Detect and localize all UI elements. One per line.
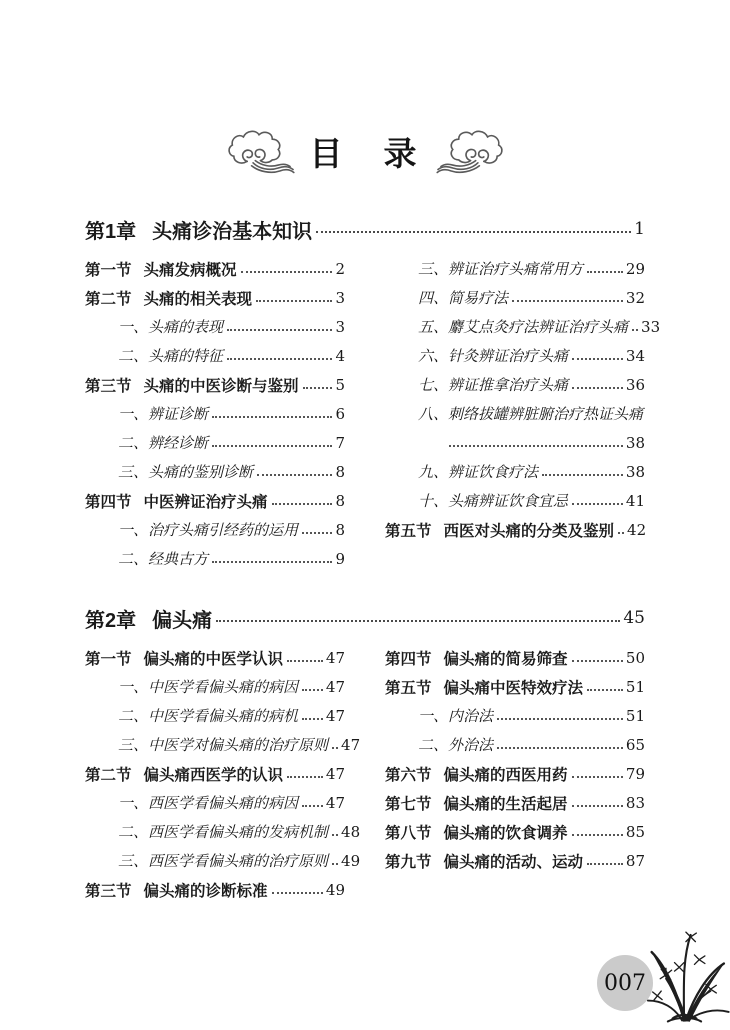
entry-page: 29 — [625, 259, 645, 278]
entry-label: 二、 — [418, 736, 449, 754]
entry-title: 西医对头痛的分类及鉴别 — [443, 522, 615, 540]
entry-title: 经典古方 — [148, 550, 209, 568]
toc-column-left — [85, 643, 361, 904]
entry-page: 47 — [325, 706, 345, 725]
entry-title: 西医学看偏头痛的治疗原则 — [148, 852, 329, 870]
page-title: 目 录 — [309, 134, 421, 172]
entry-title: 辨经诊断 — [148, 434, 209, 452]
entry-label: 第四节 — [385, 650, 432, 668]
entry-title: 偏头痛的中医学认识 — [143, 650, 284, 668]
toc-entry — [85, 428, 345, 457]
toc-entry — [85, 457, 345, 486]
entry-page: 41 — [625, 491, 645, 510]
dot-leader — [512, 300, 623, 302]
dot-leader — [303, 387, 333, 389]
dot-leader — [272, 503, 333, 505]
toc-entry — [85, 283, 345, 312]
entry-page: 6 — [335, 404, 345, 423]
entry-page: 36 — [625, 375, 645, 394]
dot-leader — [572, 387, 623, 389]
entry-title: 头痛辨证饮食宜忌 — [448, 492, 569, 510]
entry-label: 二、 — [118, 347, 149, 365]
entry-title: 头痛的相关表现 — [143, 290, 253, 308]
entry-page: 7 — [335, 433, 345, 452]
entry-title: 中医辨证治疗头痛 — [143, 493, 268, 511]
entry-page: 38 — [625, 462, 645, 481]
chapter-heading — [85, 214, 645, 244]
entry-title: 头痛的鉴别诊断 — [148, 463, 254, 481]
entry-title: 偏头痛的简易筛查 — [443, 650, 568, 668]
entry-label: 第一节 — [85, 261, 132, 279]
toc-content — [85, 0, 661, 904]
toc-entry — [385, 788, 645, 817]
entry-title: 辨证饮食疗法 — [448, 463, 539, 481]
toc-entry — [385, 486, 645, 515]
entry-page: 47 — [325, 764, 345, 783]
entry-title: 治疗头痛引经药的运用 — [148, 521, 299, 539]
entry-label: 二、 — [118, 707, 149, 725]
entry-title: 偏头痛中医特效疗法 — [443, 679, 584, 697]
toc-entry — [85, 370, 345, 399]
entry-title: 简易疗法 — [448, 289, 509, 307]
toc-entry — [85, 817, 361, 846]
entry-title: 偏头痛的饮食调养 — [443, 824, 568, 842]
entry-label: 第五节 — [385, 522, 432, 540]
dot-leader — [587, 689, 623, 691]
entry-title: 偏头痛的诊断标准 — [143, 882, 268, 900]
entry-page: 49 — [325, 880, 345, 899]
dot-leader — [587, 863, 623, 865]
toc-entry — [85, 544, 345, 573]
dot-leader — [257, 474, 332, 476]
chapter-page: 1 — [634, 219, 645, 239]
toc-entry — [85, 701, 345, 730]
entry-label: 四、 — [418, 289, 449, 307]
toc-entry — [385, 846, 645, 875]
entry-title: 头痛的中医诊断与鉴别 — [143, 377, 299, 395]
entry-page: 51 — [625, 706, 645, 725]
entry-label: 七、 — [418, 376, 449, 394]
dot-leader — [632, 329, 638, 331]
entry-label: 第七节 — [385, 795, 432, 813]
dot-leader — [572, 834, 623, 836]
toc-entry — [85, 486, 345, 515]
toc-entry — [385, 515, 645, 544]
chapter-columns — [85, 643, 645, 904]
entry-page: 42 — [627, 520, 647, 539]
toc-entry — [385, 643, 645, 672]
entry-title: 偏头痛的生活起居 — [443, 795, 568, 813]
entry-label: 第二节 — [85, 766, 132, 784]
entry-label: 一、 — [118, 318, 149, 336]
chapter-page: 45 — [623, 608, 645, 628]
entry-page: 38 — [625, 433, 645, 452]
dot-leader — [332, 747, 338, 749]
dot-leader — [241, 271, 333, 273]
dot-leader — [316, 231, 631, 233]
toc-entry — [385, 817, 645, 846]
dot-leader — [287, 660, 323, 662]
entry-title: 辨证推拿治疗头痛 — [448, 376, 569, 394]
dot-leader — [572, 776, 623, 778]
chapter-label: 第2章 — [85, 609, 137, 632]
dot-leader — [587, 271, 623, 273]
dot-leader — [302, 805, 323, 807]
toc-column-right — [385, 254, 661, 573]
entry-label: 五、 — [418, 318, 449, 336]
dot-leader — [216, 620, 620, 622]
entry-label: 一、 — [418, 707, 449, 725]
entry-label: 第五节 — [385, 679, 432, 697]
chapter-columns — [85, 254, 661, 573]
entry-page: 47 — [325, 648, 345, 667]
toc-chapter — [85, 603, 645, 904]
entry-page: 49 — [341, 851, 361, 870]
cloud-ornament-left-icon — [222, 121, 296, 181]
entry-label: 第一节 — [85, 650, 132, 668]
entry-label: 十、 — [418, 492, 449, 510]
dot-leader — [618, 532, 624, 534]
entry-label: 二、 — [118, 434, 149, 452]
entry-title: 头痛的特征 — [148, 347, 224, 365]
entry-title: 头痛的表现 — [148, 318, 224, 336]
entry-page: 3 — [335, 288, 345, 307]
entry-title: 偏头痛的活动、运动 — [443, 853, 584, 871]
toc-entry — [385, 399, 645, 428]
dot-leader — [212, 416, 332, 418]
toc-entry — [385, 672, 645, 701]
entry-label: 第四节 — [85, 493, 132, 511]
entry-page: 8 — [335, 491, 345, 510]
entry-page: 9 — [335, 549, 345, 568]
entry-title: 刺络拔罐辨脏腑治疗热证头痛 — [448, 405, 644, 423]
dot-leader — [227, 358, 332, 360]
toc-entry — [385, 341, 645, 370]
entry-page: 83 — [625, 793, 645, 812]
entry-page: 2 — [335, 259, 345, 278]
dot-leader — [497, 718, 623, 720]
entry-title: 西医学看偏头痛的发病机制 — [148, 823, 329, 841]
dot-leader — [212, 561, 332, 563]
toc-entry — [385, 730, 645, 759]
entry-page: 50 — [625, 648, 645, 667]
entry-title: 辨证治疗头痛常用方 — [448, 260, 584, 278]
toc-entry — [85, 341, 345, 370]
dot-leader — [302, 718, 323, 720]
toc-entry — [385, 701, 645, 730]
entry-page: 8 — [335, 520, 345, 539]
toc-entry — [85, 672, 345, 701]
entry-label: 第三节 — [85, 377, 132, 395]
dot-leader — [497, 747, 623, 749]
toc-entry — [385, 370, 645, 399]
dot-leader — [572, 503, 623, 505]
toc-entry — [385, 254, 645, 283]
toc-entry — [385, 428, 645, 457]
entry-page: 5 — [335, 375, 345, 394]
toc-entry — [85, 643, 345, 672]
entry-page: 51 — [625, 677, 645, 696]
entry-title: 中医学对偏头痛的治疗原则 — [148, 736, 329, 754]
entry-title: 针灸辨证治疗头痛 — [448, 347, 569, 365]
entry-label: 六、 — [418, 347, 449, 365]
entry-page: 47 — [341, 735, 361, 754]
chapter-title: 偏头痛 — [152, 609, 213, 632]
dot-leader — [542, 474, 623, 476]
toc-entry — [85, 399, 345, 428]
dot-leader — [302, 532, 332, 534]
entry-label: 九、 — [418, 463, 449, 481]
entry-page: 85 — [625, 822, 645, 841]
toc-entry — [85, 759, 345, 788]
dot-leader — [449, 445, 623, 447]
entry-label: 第六节 — [385, 766, 432, 784]
toc-entry — [385, 283, 645, 312]
dot-leader — [227, 329, 332, 331]
entry-title: 头痛发病概况 — [143, 261, 237, 279]
entry-page: 3 — [335, 317, 345, 336]
toc-chapters — [85, 214, 661, 904]
entry-label: 三、 — [118, 736, 149, 754]
entry-title: 偏头痛西医学的认识 — [143, 766, 284, 784]
toc-entry — [385, 312, 661, 341]
entry-label: 三、 — [118, 463, 149, 481]
entry-title: 辨证诊断 — [148, 405, 209, 423]
entry-page: 8 — [335, 462, 345, 481]
dot-leader — [287, 776, 323, 778]
dot-leader — [332, 863, 338, 865]
entry-title: 西医学看偏头痛的病因 — [148, 794, 299, 812]
toc-entry — [85, 875, 345, 904]
entry-label: 第九节 — [385, 853, 432, 871]
entry-label: 一、 — [118, 521, 149, 539]
entry-title: 偏头痛的西医用药 — [443, 766, 568, 784]
entry-page: 87 — [625, 851, 645, 870]
entry-page: 79 — [625, 764, 645, 783]
entry-title: 中医学看偏头痛的病机 — [148, 707, 299, 725]
toc-title-row — [85, 118, 645, 184]
chapter-label: 第1章 — [85, 220, 137, 243]
dot-leader — [256, 300, 332, 302]
dot-leader — [272, 892, 323, 894]
entry-label: 二、 — [118, 823, 149, 841]
entry-page: 33 — [641, 317, 661, 336]
dot-leader — [572, 660, 623, 662]
entry-label: 第二节 — [85, 290, 132, 308]
entry-title: 麝艾点灸疗法辨证治疗头痛 — [448, 318, 629, 336]
toc-entry — [85, 254, 345, 283]
entry-title: 内治法 — [448, 707, 494, 725]
entry-page: 47 — [325, 793, 345, 812]
entry-label: 第八节 — [385, 824, 432, 842]
entry-page: 32 — [625, 288, 645, 307]
entry-label: 三、 — [118, 852, 149, 870]
entry-label: 一、 — [118, 794, 149, 812]
entry-title: 中医学看偏头痛的病因 — [148, 678, 299, 696]
dot-leader — [332, 834, 338, 836]
folio-number: 007 — [604, 970, 646, 996]
toc-entry — [85, 730, 361, 759]
toc-column-right — [385, 643, 645, 904]
cloud-ornament-right-icon — [435, 121, 509, 181]
toc-entry — [85, 515, 345, 544]
entry-label: 一、 — [118, 678, 149, 696]
entry-label: 三、 — [418, 260, 449, 278]
toc-entry — [85, 312, 345, 341]
entry-label: 一、 — [118, 405, 149, 423]
chapter-heading — [85, 603, 645, 633]
dot-leader — [302, 689, 323, 691]
chapter-title: 头痛诊治基本知识 — [152, 220, 313, 243]
orchid-icon — [636, 916, 730, 1030]
entry-page: 48 — [341, 822, 361, 841]
entry-label: 第三节 — [85, 882, 132, 900]
toc-entry — [85, 846, 361, 875]
dot-leader — [572, 805, 623, 807]
dot-leader — [212, 445, 332, 447]
entry-page: 65 — [625, 735, 645, 754]
entry-page: 47 — [325, 677, 345, 696]
toc-chapter — [85, 214, 661, 573]
toc-column-left — [85, 254, 345, 573]
toc-entry — [385, 457, 645, 486]
entry-page: 4 — [335, 346, 345, 365]
toc-entry — [385, 759, 645, 788]
entry-title: 外治法 — [448, 736, 494, 754]
entry-page: 34 — [625, 346, 645, 365]
entry-label: 二、 — [118, 550, 149, 568]
entry-label: 八、 — [418, 405, 449, 423]
toc-entry — [85, 788, 345, 817]
dot-leader — [572, 358, 623, 360]
